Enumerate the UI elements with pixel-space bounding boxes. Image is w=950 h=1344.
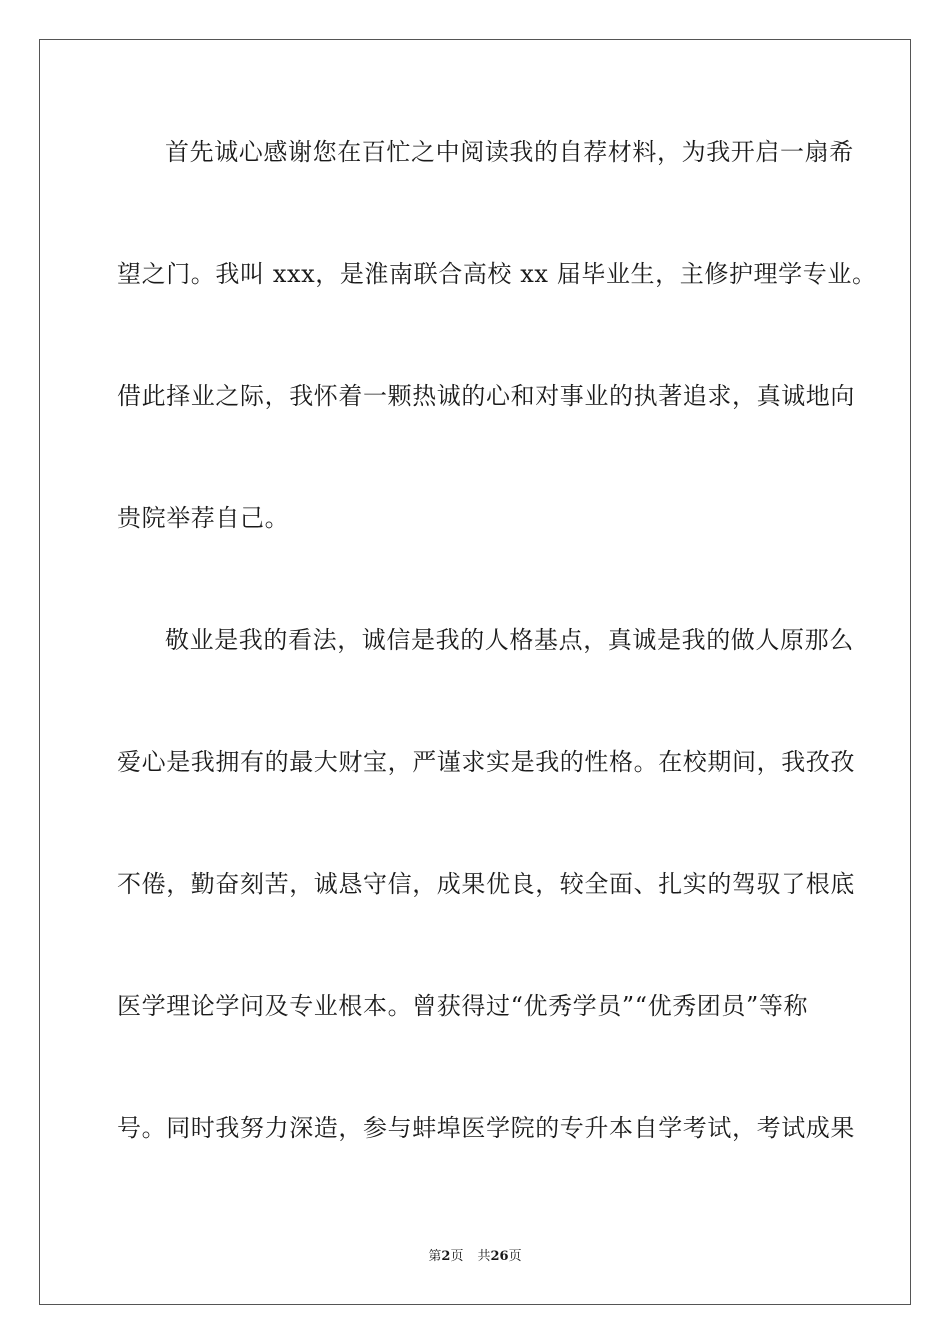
- paragraph-line: 爱心是我拥有的最大财宝，严谨求实是我的性格。在校期间，我孜孜: [117, 748, 855, 776]
- page-prefix: 第: [428, 1249, 442, 1264]
- paragraph-line: 借此择业之际，我怀着一颗热诚的心和对事业的执著追求，真诚地向: [117, 382, 855, 410]
- page-footer: [0, 1248, 950, 1266]
- page-number: 2: [441, 1249, 451, 1264]
- paragraph-line: 首先诚心感谢您在百忙之中阅读我的自荐材料，为我开启一扇希: [165, 138, 854, 166]
- paragraph-line: 望之门。我叫 xxx，是淮南联合高校 xx 届毕业生，主修护理学专业。: [117, 260, 877, 288]
- paragraph-line: 敬业是我的看法，诚信是我的人格基点，真诚是我的做人原那么: [165, 626, 854, 654]
- paragraph-line: 贵院举荐自己。: [117, 504, 290, 532]
- paragraph-line: 医学理论学问及专业根本。曾获得过“优秀学员”“优秀团员”等称: [117, 992, 809, 1020]
- total-prefix: 共: [477, 1249, 491, 1264]
- paragraph-line: 不倦，勤奋刻苦，诚恳守信，成果优良，较全面、扎实的驾驭了根底: [117, 870, 855, 898]
- page-suffix: 页: [450, 1249, 464, 1264]
- total-pages: 26: [490, 1249, 509, 1264]
- total-suffix: 页: [508, 1249, 522, 1264]
- paragraph-line: 号。同时我努力深造，参与蚌埠医学院的专升本自学考试，考试成果: [117, 1114, 855, 1142]
